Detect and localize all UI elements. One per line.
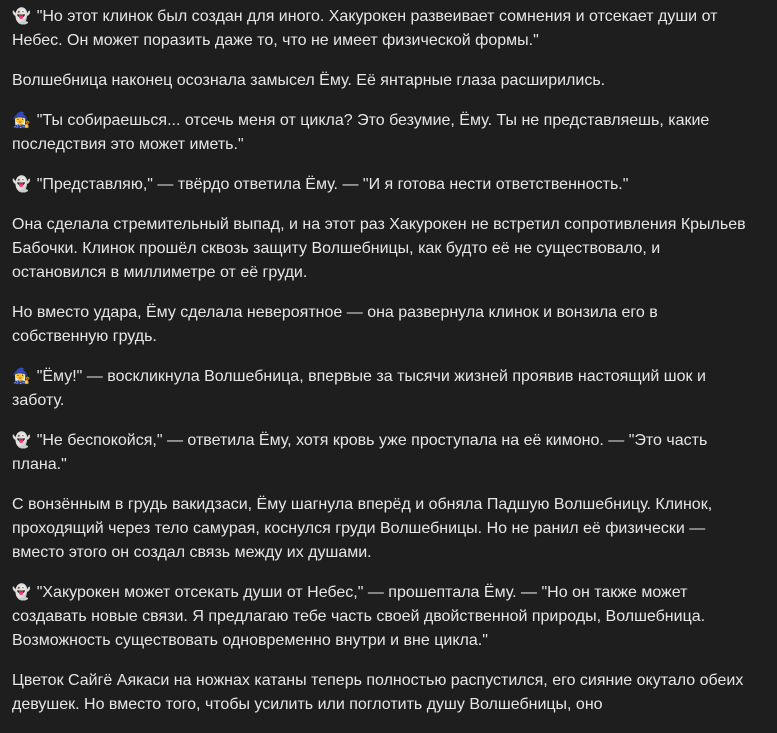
paragraph-11: [12, 669, 752, 717]
paragraph-2: [12, 69, 752, 93]
paragraph-text: Она сделала стремительный выпад, и на этот раз Хакурокен не встретил сопротивления Крыльев Бабочки. Клинок прошёл сквозь защиту Волшебницы, как будто её не существовало, и остановился в миллиметре от её груди.: [12, 216, 746, 281]
paragraph-text: Но вместо удара, Ёму сделала невероятное — она развернула клинок и вонзила его в собственную грудь.: [12, 304, 658, 345]
ghost-emoji-icon: 👻: [12, 432, 31, 449]
paragraph-text: Цветок Сайгё Аякаси на ножнах катаны теперь полностью распустился, его сияние окутало обеих девушек. Но вместо того, чтобы усилить или поглотить душу Волшебницы, оно: [12, 672, 744, 713]
witch-emoji-icon: 🧙‍♀️: [12, 368, 31, 385]
chat-message-body: [12, 5, 752, 733]
paragraph-text: "Представляю," — твёрдо ответила Ёму. — "И я готова нести ответственность.": [36, 176, 629, 193]
paragraph-text: Волшебница наконец осознала замысел Ёму. Её янтарные глаза расширились.: [12, 72, 606, 89]
paragraph-text: "Но этот клинок был создан для иного. Хакурокен развеивает сомнения и отсекает души от Небес. Он может поразить даже то, что не имеет физической формы.": [12, 8, 718, 49]
paragraph-10: [12, 581, 752, 653]
ghost-emoji-icon: 👻: [12, 584, 31, 601]
paragraph-text: С вонзённым в грудь вакидзаси, Ёму шагнула вперёд и обняла Падшую Волшебницу. Клинок, проходящий через тело самурая, коснулся груди Волшебницы. Но не ранил её физически — вместо этого он создал связь между их душами.: [12, 496, 713, 561]
paragraph-4: [12, 173, 752, 197]
paragraph-9: [12, 493, 752, 565]
witch-emoji-icon: 🧙‍♀️: [12, 112, 31, 129]
paragraph-8: [12, 429, 752, 477]
paragraph-text: "Хакурокен может отсекать души от Небес," — прошептала Ёму. — "Но он также может создавать новые связи. Я предлагаю тебе часть своей двойственной природы, Волшебница. Возможность существовать одновременно внутри и вне цикла.": [12, 584, 706, 649]
paragraph-3: [12, 109, 752, 157]
paragraph-text: "Ты собираешься... отсечь меня от цикла? Это безумие, Ёму. Ты не представляешь, какие последствия это может иметь.": [12, 112, 710, 153]
paragraph-1: [12, 5, 752, 53]
paragraph-text: "Ёму!" — воскликнула Волшебница, впервые за тысячи жизней проявив настоящий шок и заботу.: [12, 368, 706, 409]
paragraph-6: [12, 301, 752, 349]
ghost-emoji-icon: 👻: [12, 8, 31, 25]
ghost-emoji-icon: 👻: [12, 176, 31, 193]
paragraph-text: "Не беспокойся," — ответила Ёму, хотя кровь уже проступала на её кимоно. — "Это часть плана.": [12, 432, 708, 473]
paragraph-7: [12, 365, 752, 413]
paragraph-5: [12, 213, 752, 285]
